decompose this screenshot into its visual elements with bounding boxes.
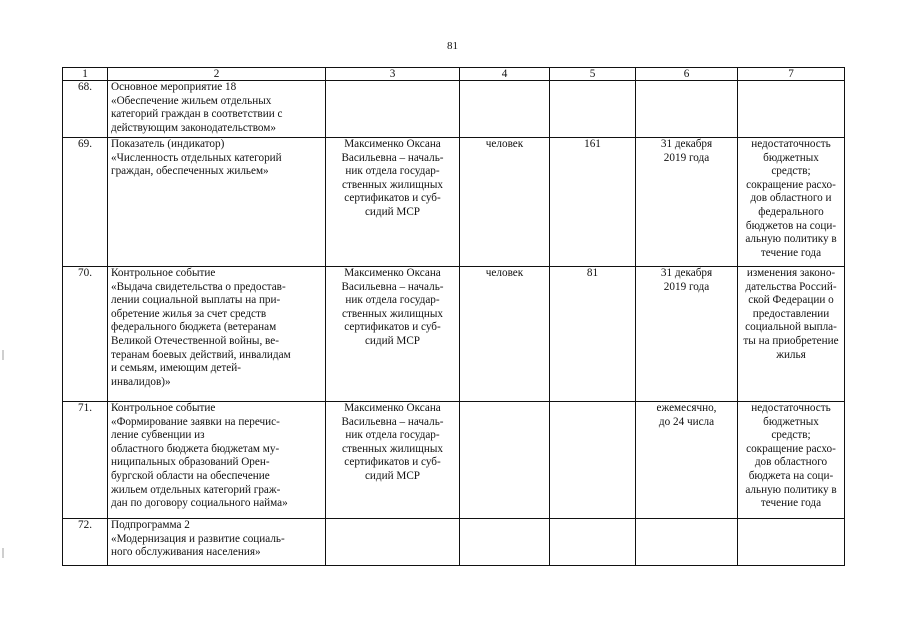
risk-line: альную политику в [745, 483, 837, 496]
row-number: 71. [63, 402, 108, 519]
risk-line: дов областного [754, 456, 828, 469]
risk-line: бюджетов на соци- [745, 219, 837, 232]
risk-line: недостаточность [751, 138, 831, 150]
responsible-person [326, 402, 460, 519]
name-line: федерального бюджета (ветеранам [111, 321, 277, 334]
risk-line: бюджетных [763, 415, 819, 428]
deadline-cell [636, 267, 738, 402]
risk-line: бюджетных [763, 151, 819, 164]
margin-mark [2, 548, 4, 558]
unit-cell [460, 81, 550, 138]
table-row [63, 138, 845, 267]
name-line: граждан, обеспеченных жильем» [111, 165, 269, 178]
value-cell [550, 81, 636, 138]
risk-line: течение года [760, 246, 822, 259]
name-line: Показатель (индикатор) [111, 138, 225, 150]
responsible-line: сертификатов и суб- [344, 192, 441, 205]
name-line: «Выдача свидетельства о предостав- [111, 280, 286, 293]
name-line: дан по договору социального найма» [111, 497, 288, 510]
date-line: ежемесячно, [656, 402, 717, 414]
name-line: и семьям, имеющим детей- [111, 362, 241, 375]
event-name [108, 81, 326, 138]
table-row [63, 519, 845, 566]
name-line: категорий граждан в соответствии с [111, 108, 283, 121]
responsible-line: ник отдела государ- [345, 429, 440, 442]
risk-line: альную политику в [745, 233, 837, 246]
risk-cell [738, 519, 845, 566]
risk-line: течение года [760, 497, 822, 510]
value-cell: 161 [550, 138, 636, 267]
responsible-line: ственных жилищных [342, 442, 443, 455]
page-number: 81 [447, 40, 458, 52]
responsible-person [326, 519, 460, 566]
name-line: обретение жилья за счет средств [111, 307, 267, 320]
row-number: 68. [63, 81, 108, 138]
column-header: 4 [460, 68, 550, 81]
responsible-line: сертификатов и суб- [344, 321, 441, 334]
name-line: Подпрограмма 2 [111, 519, 190, 531]
deadline-cell [636, 519, 738, 566]
responsible-line: сидий МСР [364, 334, 421, 347]
value-cell [550, 402, 636, 519]
responsible-line: сертификатов и суб- [344, 456, 441, 469]
risk-line: предоставлении [752, 307, 830, 320]
responsible-line: сидий МСР [364, 469, 421, 482]
responsible-line: Максименко Оксана [344, 402, 441, 414]
column-header: 2 [108, 68, 326, 81]
risk-cell [738, 81, 845, 138]
events-table [62, 67, 845, 566]
name-line: Великой Отечественной войны, ве- [111, 334, 279, 347]
risk-line: дательства Россий- [745, 280, 837, 293]
column-header: 3 [326, 68, 460, 81]
name-line: областного бюджета бюджетам му- [111, 442, 280, 455]
deadline-cell [636, 138, 738, 267]
name-line: ниципальных образований Орен- [111, 456, 270, 469]
risk-line: ты на приобретение [743, 334, 839, 347]
column-header: 6 [636, 68, 738, 81]
name-line: ление субвенции из [111, 429, 205, 442]
date-line: 2019 года [663, 151, 710, 164]
date-line: 31 декабря [660, 267, 713, 279]
risk-line: федерального [758, 205, 824, 218]
responsible-line: Васильевна – началь- [341, 415, 444, 428]
name-line: бургской области на обеспечение [111, 469, 270, 482]
deadline-cell [636, 81, 738, 138]
name-line: «Модернизация и развитие социаль- [111, 532, 285, 545]
header-row [63, 68, 845, 81]
risk-line: социальной выпла- [745, 321, 837, 334]
column-header: 5 [550, 68, 636, 81]
column-header: 7 [738, 68, 845, 81]
unit-cell: человек [460, 138, 550, 267]
name-line: Контрольное событие [111, 402, 216, 414]
date-line: до 24 числа [658, 415, 715, 428]
value-cell: 81 [550, 267, 636, 402]
value-cell [550, 519, 636, 566]
risk-cell [738, 267, 845, 402]
row-number: 70. [63, 267, 108, 402]
name-line: «Численность отдельных категорий [111, 151, 282, 164]
risk-line: дов областного и [750, 192, 832, 205]
table-row [63, 267, 845, 402]
responsible-person [326, 267, 460, 402]
risk-line: сокращение расхо- [746, 178, 836, 191]
event-name [108, 519, 326, 566]
responsible-line: Максименко Оксана [344, 267, 441, 279]
risk-cell [738, 138, 845, 267]
deadline-cell [636, 402, 738, 519]
responsible-line: сидий МСР [364, 205, 421, 218]
responsible-line: Максименко Оксана [344, 138, 441, 150]
risk-line: жилья [776, 348, 806, 361]
name-line: жильем отдельных категорий граж- [111, 483, 281, 496]
row-number: 69. [63, 138, 108, 267]
risk-line: бюджета на соци- [748, 469, 834, 482]
responsible-line: ственных жилищных [342, 307, 443, 320]
table-row [63, 402, 845, 519]
risk-line: средств; [771, 429, 811, 442]
date-line: 2019 года [663, 280, 710, 293]
responsible-line: Васильевна – началь- [341, 151, 444, 164]
risk-line: изменения законо- [746, 267, 836, 279]
margin-mark [2, 350, 4, 360]
table-row [63, 81, 845, 138]
unit-cell: человек [460, 267, 550, 402]
date-line: 31 декабря [660, 138, 713, 150]
risk-line: недостаточность [751, 402, 831, 414]
unit-cell [460, 402, 550, 519]
event-name [108, 138, 326, 267]
name-line: Контрольное событие [111, 267, 216, 279]
risk-line: ской Федерации о [748, 294, 834, 307]
responsible-line: ник отдела государ- [345, 294, 440, 307]
event-name [108, 402, 326, 519]
name-line: «Формирование заявки на перечис- [111, 415, 280, 428]
responsible-line: ник отдела государ- [345, 165, 440, 178]
name-line: теранам боевых действий, инвалидам [111, 348, 291, 361]
risk-cell [738, 402, 845, 519]
name-line: действующим законодательством» [111, 121, 276, 134]
name-line: «Обеспечение жильем отдельных [111, 94, 272, 107]
risk-line: средств; [771, 165, 811, 178]
responsible-person [326, 138, 460, 267]
name-line: инвалидов)» [111, 375, 171, 388]
responsible-person [326, 81, 460, 138]
name-line: ного обслуживания населения» [111, 546, 261, 559]
name-line: лении социальной выплаты на при- [111, 294, 281, 307]
column-header: 1 [63, 68, 108, 81]
name-line: Основное мероприятие 18 [111, 81, 237, 93]
event-name [108, 267, 326, 402]
responsible-line: ственных жилищных [342, 178, 443, 191]
risk-line: сокращение расхо- [746, 442, 836, 455]
row-number: 72. [63, 519, 108, 566]
unit-cell [460, 519, 550, 566]
responsible-line: Васильевна – началь- [341, 280, 444, 293]
